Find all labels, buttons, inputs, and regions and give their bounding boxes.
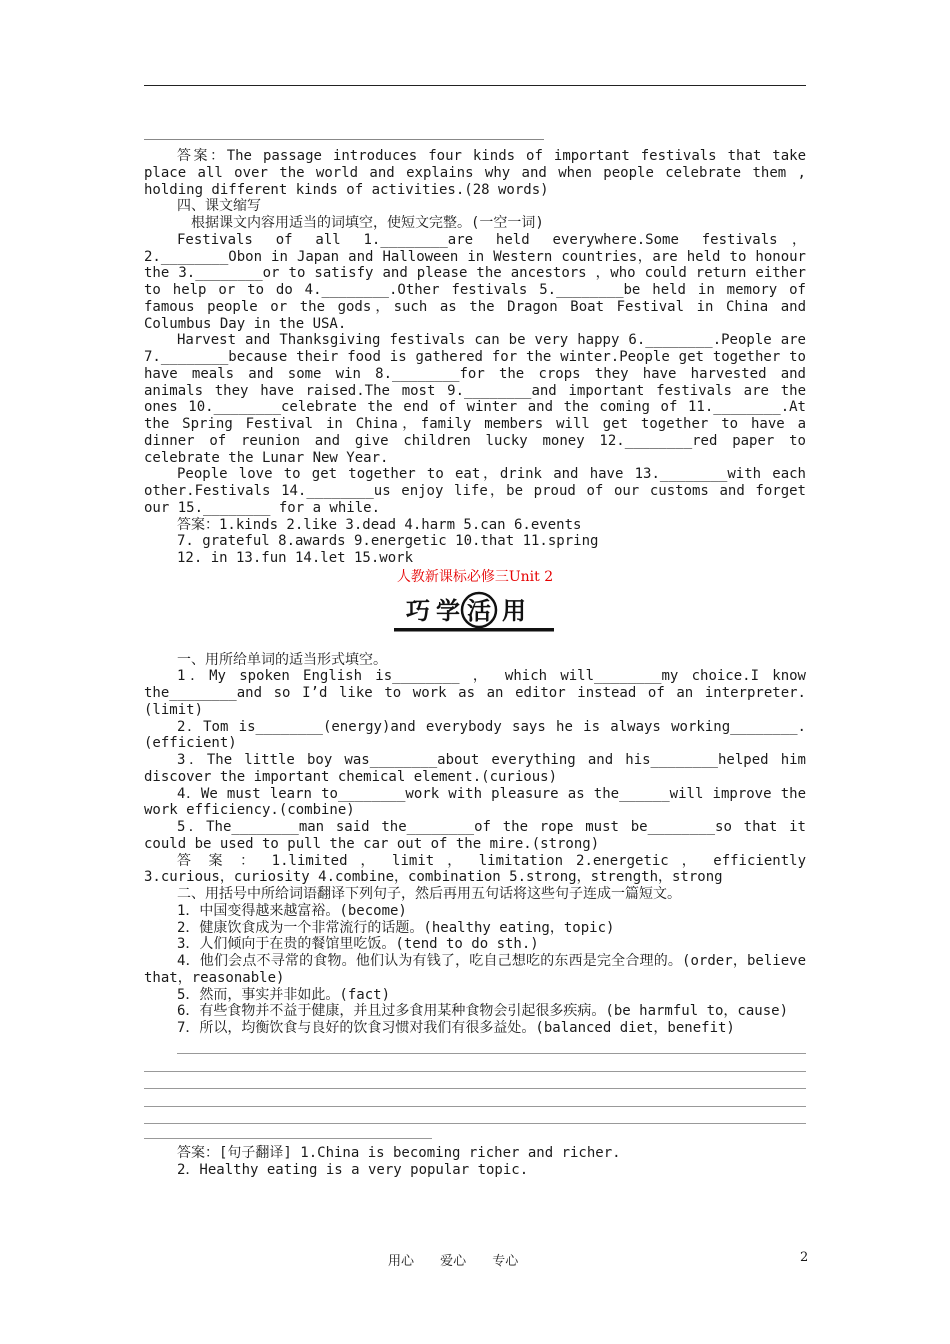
exercise-3: 3．The little boy was________about everything and his________helped him discover the important chemical element.(curious) — [144, 752, 806, 785]
writing-line[interactable] — [144, 1054, 806, 1072]
writing-line[interactable] — [177, 1037, 806, 1055]
page-number: 2 — [800, 1250, 809, 1265]
cloze-answers-3: 12. in 13.fun 14.let 15.work — [177, 550, 414, 566]
cloze-paragraph-3: People love to get together to eat，drink and have 13.________with each other.Festivals 14.________us enjoy life，be proud of our customs and forget our 15.________ for a while. — [144, 466, 806, 516]
exercise-1: 1．My spoken English is________ ， which will________my choice.I know the________and so I’d like to work as an editor instead of an interpreter.(limit) — [144, 668, 806, 718]
logo-char-qiao: 巧 — [406, 596, 430, 625]
translation-sentence-2: 2．健康饮食成为一个非常流行的话题。(healthy eating，topic) — [177, 919, 615, 936]
translation-sentence-4: 4．他们会点不寻常的食物。他们认为有钱了，吃自己想吃的东西是完全合理的。(order，believe that，reasonable) — [144, 953, 806, 986]
translation-sentence-6: 6．有些食物并不益于健康，并且过多食用某种食物会引起很多疾病。(be harmful to，cause) — [177, 1003, 789, 1020]
footer-motto: 用心 爱心 专心 — [388, 1254, 519, 1269]
exercise-5: 5．The________man said the________of the rope must be________so that it could be used to pull the car out of the mire.(strong) — [144, 819, 806, 852]
cloze-answers-label: 答案： — [177, 516, 219, 533]
logo-char-huo: 活 — [467, 596, 491, 625]
translation-answer-2: 2．Healthy eating is a very popular topic. — [177, 1162, 529, 1178]
summary-answer-label: 答案： — [177, 148, 227, 164]
page-body — [144, 133, 806, 1179]
translation-sentence-7: 7．所以，均衡饮食与良好的饮食习惯对我们有很多益处。(balanced diet，benefit) — [177, 1020, 735, 1036]
qiao-xue-huo-yong-logo — [390, 590, 560, 634]
section1-heading: 一、用所给单词的适当形式填空。 — [177, 651, 387, 668]
translation-sentence-5: 5．然而，事实并非如此。(fact) — [177, 986, 391, 1003]
header-rule — [144, 85, 806, 86]
writing-line[interactable] — [144, 1107, 806, 1125]
summary-answer — [144, 148, 806, 198]
exercise-answers-2: 3.curious，curiosity 4.combine，combination 5.strong，strength，strong — [144, 869, 723, 886]
cloze-paragraph-1: Festivals of all 1.________are held everywhere.Some festivals，2.________Obon in Japan and Halloween in Western countries，are held to honour the 3.________or to satisfy and please the ancestors ，who could return either to help or to do 4.________.Other festivals 5.________be held in memory of famous people or the gods，such as the Dragon Boat Festival in China and Columbus Day in the USA. — [144, 231, 806, 332]
writing-line[interactable] — [144, 1089, 806, 1107]
translation-sentence-1: 1．中国变得越来越富裕。(become) — [177, 902, 407, 919]
logo-char-xue: 学 — [436, 596, 460, 625]
writing-line[interactable] — [144, 1072, 806, 1090]
section4-heading: 四、课文缩写 — [177, 198, 261, 215]
cloze-answers-2: 7. grateful 8.awards 9.energetic 10.that 11.spring — [177, 533, 599, 550]
section4-instruction: 根据课文内容用适当的词填空，使短文完整。(一空一词) — [191, 215, 544, 231]
translation-answer-1: 答案：[句子翻译] 1.China is becoming richer and richer. — [177, 1145, 621, 1162]
answer-separator — [144, 139, 544, 148]
section2-heading: 二、用括号中所给词语翻译下列句子，然后再用五句话将这些句子连成一篇短文。 — [177, 886, 681, 902]
cloze-answers-text: 1.kinds 2.like 3.dead 4.harm 5.can 6.events — [219, 516, 582, 533]
exercise-answers-1: 答 案 ： 1.limited ， limit ， limitation 2.energetic ， efficiently — [177, 852, 806, 869]
logo-char-yong: 用 — [502, 596, 526, 625]
writing-line-end — [144, 1124, 432, 1139]
summary-answer-text: The passage introduces four kinds of important festivals that take place all over the world and explains why and when people celebrate them , holding different kinds of activities.(28 words) — [144, 148, 807, 198]
exercise-4: 4．We must learn to________work with pleasure as the______will improve the work efficiency.(combine) — [144, 785, 806, 819]
exercise-2: 2．Tom is________(energy)and everybody says he is always working________.(efficient) — [144, 718, 806, 752]
cloze-answers-1 — [144, 517, 806, 534]
translation-sentence-3: 3．人们倾向于在贵的餐馆里吃饭。(tend to do sth.) — [177, 936, 539, 953]
logo-underline-bar — [394, 628, 554, 632]
cloze-paragraph-2: Harvest and Thanksgiving festivals can be very happy 6.________.People are 7.________because their food is gathered for the winter.People get together to have meals and some win 8.________for the crops they have harvested and animals they have raised.The most 9.________and important festivals are the ones 10.________celebrate the end of winter and the coming of 11.________.At the Spring Festival in China，family members will get together to have a dinner of reunion and give children lucky money 12.________red paper to celebrate the Lunar New Year. — [144, 332, 806, 466]
unit-title: 人教新课标必修三Unit 2 — [396, 568, 554, 585]
